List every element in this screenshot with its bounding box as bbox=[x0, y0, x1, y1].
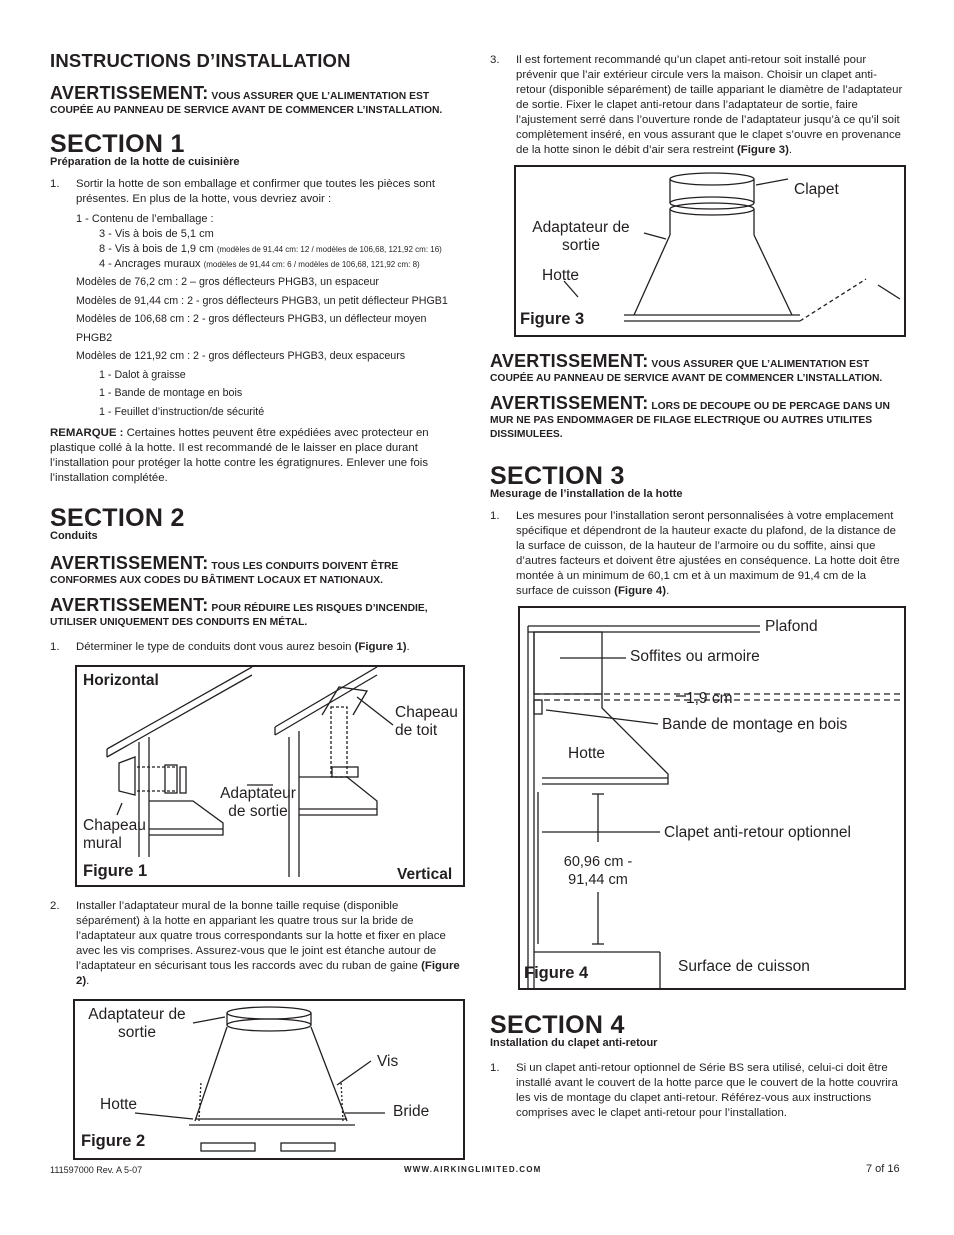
warning-text: POUR RÉDUIRE LES RISQUES D’INCENDIE, UTILISER UNIQUEMENT DES CONDUITS EN MÉTAL. bbox=[50, 603, 428, 628]
figure-4-damper-label: Clapet anti-retour optionnel bbox=[664, 824, 851, 841]
step-number: 3. bbox=[490, 54, 500, 66]
left-column bbox=[50, 50, 464, 1160]
warning-power-2 bbox=[490, 351, 906, 386]
figure-4-hood-label: Hotte bbox=[568, 745, 606, 762]
figure-4-caption: Figure 4 bbox=[524, 964, 589, 982]
section-3-title: SECTION 3 bbox=[490, 462, 625, 490]
figure-3 bbox=[514, 165, 906, 337]
figure-ref: (Figure 2) bbox=[76, 960, 460, 987]
figure-2-hood-label: Hotte bbox=[100, 1096, 138, 1113]
figure-4 bbox=[518, 606, 906, 990]
page-title: INSTRUCTIONS D’INSTALLATION bbox=[50, 50, 351, 71]
right-column bbox=[490, 53, 906, 1121]
section-2-subtitle: Conduits bbox=[50, 530, 98, 542]
figure-3-damper-label: Clapet bbox=[794, 181, 839, 198]
step-number: 2. bbox=[50, 900, 60, 912]
section-2-step-1 bbox=[50, 640, 464, 655]
figure-1-vertical-label: Vertical bbox=[397, 866, 453, 883]
step-text: Il est fortement recommandé qu’un clapet anti-retour soit installé pour prévenir que l’air extérieur circule vers la maison. Choisir un clapet anti-retour (disponible séparément) de taille appariant le diamètre de l’adaptateur de sortie. Fixer le clapet anti-retour dans l’adaptateur de sortie, faire l’ajustement serré dans l’ouverture ronde de l’adaptateur jusqu’à ce qu’il soit complètement inséré, en vous assurant que le clapet s’ouvre en provenance de la hotte sinon le débit d’air sera restreint (Figure 3). bbox=[516, 54, 903, 156]
figure-2-flange-label: Bride bbox=[393, 1103, 430, 1120]
step-text: Installer l’adaptateur mural de la bonne taille requise (disponible séparément) à la hotte en appariant les quatre trous sur la bride de l’adaptateur aux quatre trous correspondants sur la hotte et fixer en place avec les vis comprises. Assurez-vous que le joint est étanche autour de l’adaptateur en sécurisant tous les raccords avec du ruban de gaine (Figure 2). bbox=[76, 900, 460, 987]
remark-text: Certaines hottes peuvent être expédiées avec protecteur en plastique collé à la hotte. Il est recommandé de le laisser en place durant l’installation pour protéger la hotte contre les égratignures. Enlever une fois l’installation complétée. bbox=[50, 427, 429, 484]
footer-doc-number: 111597000 Rev. A 5-07 bbox=[50, 1165, 143, 1175]
warning-text: VOUS ASSURER QUE L’ALIMENTATION EST COUPÉE AU PANNEAU DE SERVICE AVANT DE COMMENCER L’INSTALLATION. bbox=[490, 359, 883, 384]
figure-2 bbox=[73, 999, 465, 1160]
figure-4-mounting-strip-label: Bande de montage en bois bbox=[662, 716, 848, 733]
section-2-title: SECTION 2 bbox=[50, 504, 185, 532]
warning-power bbox=[50, 83, 464, 118]
figure-4-soffit-label: Soffites ou armoire bbox=[630, 648, 760, 665]
step-text: Si un clapet anti-retour optionnel de Série BS sera utilisé, celui-ci doit être installé avant le couvert de la hotte parce que le couvert de la hotte couvrira les vis de montage du clapet anti-retour. Référez-vous aux instructions comprises avec le clapet anti-retour pour l’installation. bbox=[516, 1062, 898, 1119]
warning-label: AVERTISSEMENT: bbox=[50, 553, 209, 573]
step-number: 1. bbox=[490, 1062, 500, 1074]
warning-label: AVERTISSEMENT: bbox=[490, 393, 649, 413]
step-body: Les mesures pour l’installation seront personnalisées à votre emplacement spécifique et dépendront de la hauteur exacte du plafond, de la distance de la surface de cuisson, de la hauteur de l’armoire ou du soffite, ainsi que d’autres facteurs et doivent être ajustées en conséquence. La hotte doit être montée à un minimum de 60,1 cm et à un maximum de 91,4 cm de la surface de cuisson bbox=[516, 510, 900, 597]
remark-label: REMARQUE : bbox=[50, 427, 124, 439]
figure-2-screw-label: Vis bbox=[377, 1053, 399, 1070]
list-item: Modèles de 121,92 cm : 2 - gros déflecteurs PHGB3, deux espaceurs bbox=[76, 350, 406, 362]
list-item: Modèles de 91,44 cm : 2 - gros déflecteurs PHGB3, un petit déflecteur PHGB1 bbox=[76, 294, 448, 307]
section-2-step-2 bbox=[50, 899, 464, 989]
section-1-title: SECTION 1 bbox=[50, 130, 185, 158]
figure-1-roof-cap-label: Chapeau de toit bbox=[395, 704, 458, 739]
figure-ref: (Figure 1) bbox=[354, 641, 407, 653]
step-number: 1. bbox=[50, 178, 60, 190]
step-body: Déterminer le type de conduits dont vous aurez besoin bbox=[76, 641, 352, 653]
warning-label: AVERTISSEMENT: bbox=[50, 595, 209, 615]
parts-list bbox=[50, 212, 464, 272]
warning-ducts-code bbox=[50, 553, 464, 588]
list-item: Modèles de 106,68 cm : 2 - gros déflecteurs PHGB3, un déflecteur moyen PHGB2 bbox=[76, 313, 427, 344]
figure-1 bbox=[75, 665, 465, 887]
figure-4-height-min: 60,96 cm - bbox=[563, 854, 633, 870]
section-4-subtitle: Installation du clapet anti-retour bbox=[490, 1037, 658, 1049]
list-item-note: (modèles de 91,44 cm: 6 / modèles de 106,68, 121,92 cm: 8) bbox=[203, 260, 420, 269]
figure-4-cooktop-label: Surface de cuisson bbox=[678, 958, 810, 975]
figure-ref: (Figure 4) bbox=[614, 585, 667, 597]
section-1-step-1 bbox=[50, 177, 464, 207]
warning-label: AVERTISSEMENT: bbox=[490, 351, 649, 371]
figure-1-horizontal-label: Horizontal bbox=[83, 672, 159, 689]
list-item-note: (modèles de 91,44 cm: 12 / modèles de 106,68, 121,92 cm: 16) bbox=[216, 245, 442, 254]
step-body: Installer l’adaptateur mural de la bonne taille requise (disponible séparément) à la hotte en appariant les quatre trous sur la bride de l’adaptateur aux quatre trous correspondants sur la hotte et fixer en place avec les vis comprises. Assurez-vous que le joint est étanche autour de l’adaptateur en sécurisant tous les raccords avec du ruban de gaine bbox=[76, 900, 446, 972]
section-4-step-1 bbox=[490, 1061, 906, 1121]
list-item: 1 - Dalot à graisse bbox=[99, 368, 186, 381]
warning-label: AVERTISSEMENT: bbox=[50, 83, 209, 103]
figure-2-caption: Figure 2 bbox=[81, 1132, 146, 1150]
list-item bbox=[76, 257, 464, 272]
list-item-text: 8 - Vis à bois de 1,9 cm bbox=[99, 243, 214, 255]
figure-ref: (Figure 3) bbox=[737, 144, 789, 156]
footer-page-number: 7 of 16 bbox=[866, 1163, 900, 1175]
model-list bbox=[50, 273, 464, 421]
list-item-text: 4 - Ancrages muraux bbox=[99, 258, 201, 270]
figure-3-hood-label: Hotte bbox=[542, 267, 580, 284]
warning-cutting bbox=[490, 393, 906, 442]
section-3-subtitle: Mesurage de l’installation de la hotte bbox=[490, 488, 683, 500]
list-item: 3 - Vis à bois de 5,1 cm bbox=[99, 228, 214, 240]
section-3-step-1 bbox=[490, 509, 906, 599]
warning-text: LORS DE DECOUPE OU DE PERCAGE DANS UN MUR NE PAS ENDOMMAGER DE FILAGE ELECTRIQUE OU AUTRES UTILITES DISSIMULEES. bbox=[490, 401, 890, 440]
figure-1-wall-cap-label: Chapeau mural bbox=[83, 817, 146, 852]
list-item: 1 - Feuillet d’instruction/de sécurité bbox=[99, 405, 265, 418]
step-number: 1. bbox=[490, 510, 500, 522]
figure-4-ceiling-label: Plafond bbox=[765, 618, 818, 635]
step-number: 1. bbox=[50, 641, 60, 653]
step-text: Déterminer le type de conduits dont vous aurez besoin (Figure 1). bbox=[76, 641, 410, 653]
step-text: Les mesures pour l’installation seront personnalisées à votre emplacement spécifique et dépendront de la hauteur exacte du plafond, de la distance de la surface de cuisson, de la hauteur de l’armoire ou du soffite, ainsi que d’autres facteurs et doivent être ajustées en conséquence. La hotte doit être montée à un minimum de 60,1 cm et à un maximum de 91,4 cm de la surface de cuisson (Figure 4). bbox=[516, 510, 900, 597]
step-text: Sortir la hotte de son emballage et confirmer que toutes les pièces sont présentes. En plus de la hotte, vous devriez avoir : bbox=[76, 178, 436, 205]
warning-text: TOUS LES CONDUITS DOIVENT ÊTRE CONFORMES AUX CODES DU BÂTIMENT LOCAUX ET NATIONAUX. bbox=[50, 561, 399, 586]
list-item bbox=[76, 242, 464, 257]
figure-4-thickness-label: 1,9 cm bbox=[686, 690, 733, 707]
figure-4-height-max: 91,44 cm bbox=[568, 872, 628, 888]
figure-1-adapter-label: Adaptateur de sortie bbox=[220, 785, 296, 820]
step-body: Il est fortement recommandé qu’un clapet anti-retour soit installé pour prévenir que l’air extérieur circule vers la maison. Choisir un clapet anti-retour (disponible séparément) de taille appariant le diamètre de l’adaptateur de sortie. Fixer le clapet anti-retour dans l’adaptateur de sortie, faire l’ajustement serré dans l’ouverture ronde de l’adaptateur jusqu’à ce qu’il soit complètement inséré, en vous assurant que le clapet s’ouvre en provenance de la hotte sinon le débit d’air sera restreint bbox=[516, 54, 903, 156]
section-4-title: SECTION 4 bbox=[490, 1011, 625, 1039]
footer-website: WWW.AIRKINGLIMITED.COM bbox=[404, 1165, 542, 1174]
figure-2-adapter-label: Adaptateur de sortie bbox=[88, 1006, 186, 1041]
list-item: Modèles de 76,2 cm : 2 – gros déflecteurs PHGB3, un espaceur bbox=[76, 276, 379, 288]
warning-text: VOUS ASSURER QUE L’ALIMENTATION EST COUPÉE AU PANNEAU DE SERVICE AVANT DE COMMENCER L’INSTALLATION. bbox=[50, 91, 443, 116]
figure-3-adapter-label: Adaptateur de sortie bbox=[532, 219, 630, 254]
remark bbox=[50, 426, 464, 486]
list-item: 1 - Bande de montage en bois bbox=[99, 387, 243, 399]
figure-3-caption: Figure 3 bbox=[520, 310, 585, 328]
warning-ducts-metal bbox=[50, 595, 464, 630]
section-2-step-3 bbox=[490, 53, 906, 158]
list-item: 1 - Contenu de l’emballage : bbox=[76, 213, 214, 225]
figure-1-caption: Figure 1 bbox=[83, 862, 148, 880]
figure-4-height-range bbox=[546, 853, 650, 889]
section-1-subtitle: Préparation de la hotte de cuisinière bbox=[50, 156, 240, 168]
